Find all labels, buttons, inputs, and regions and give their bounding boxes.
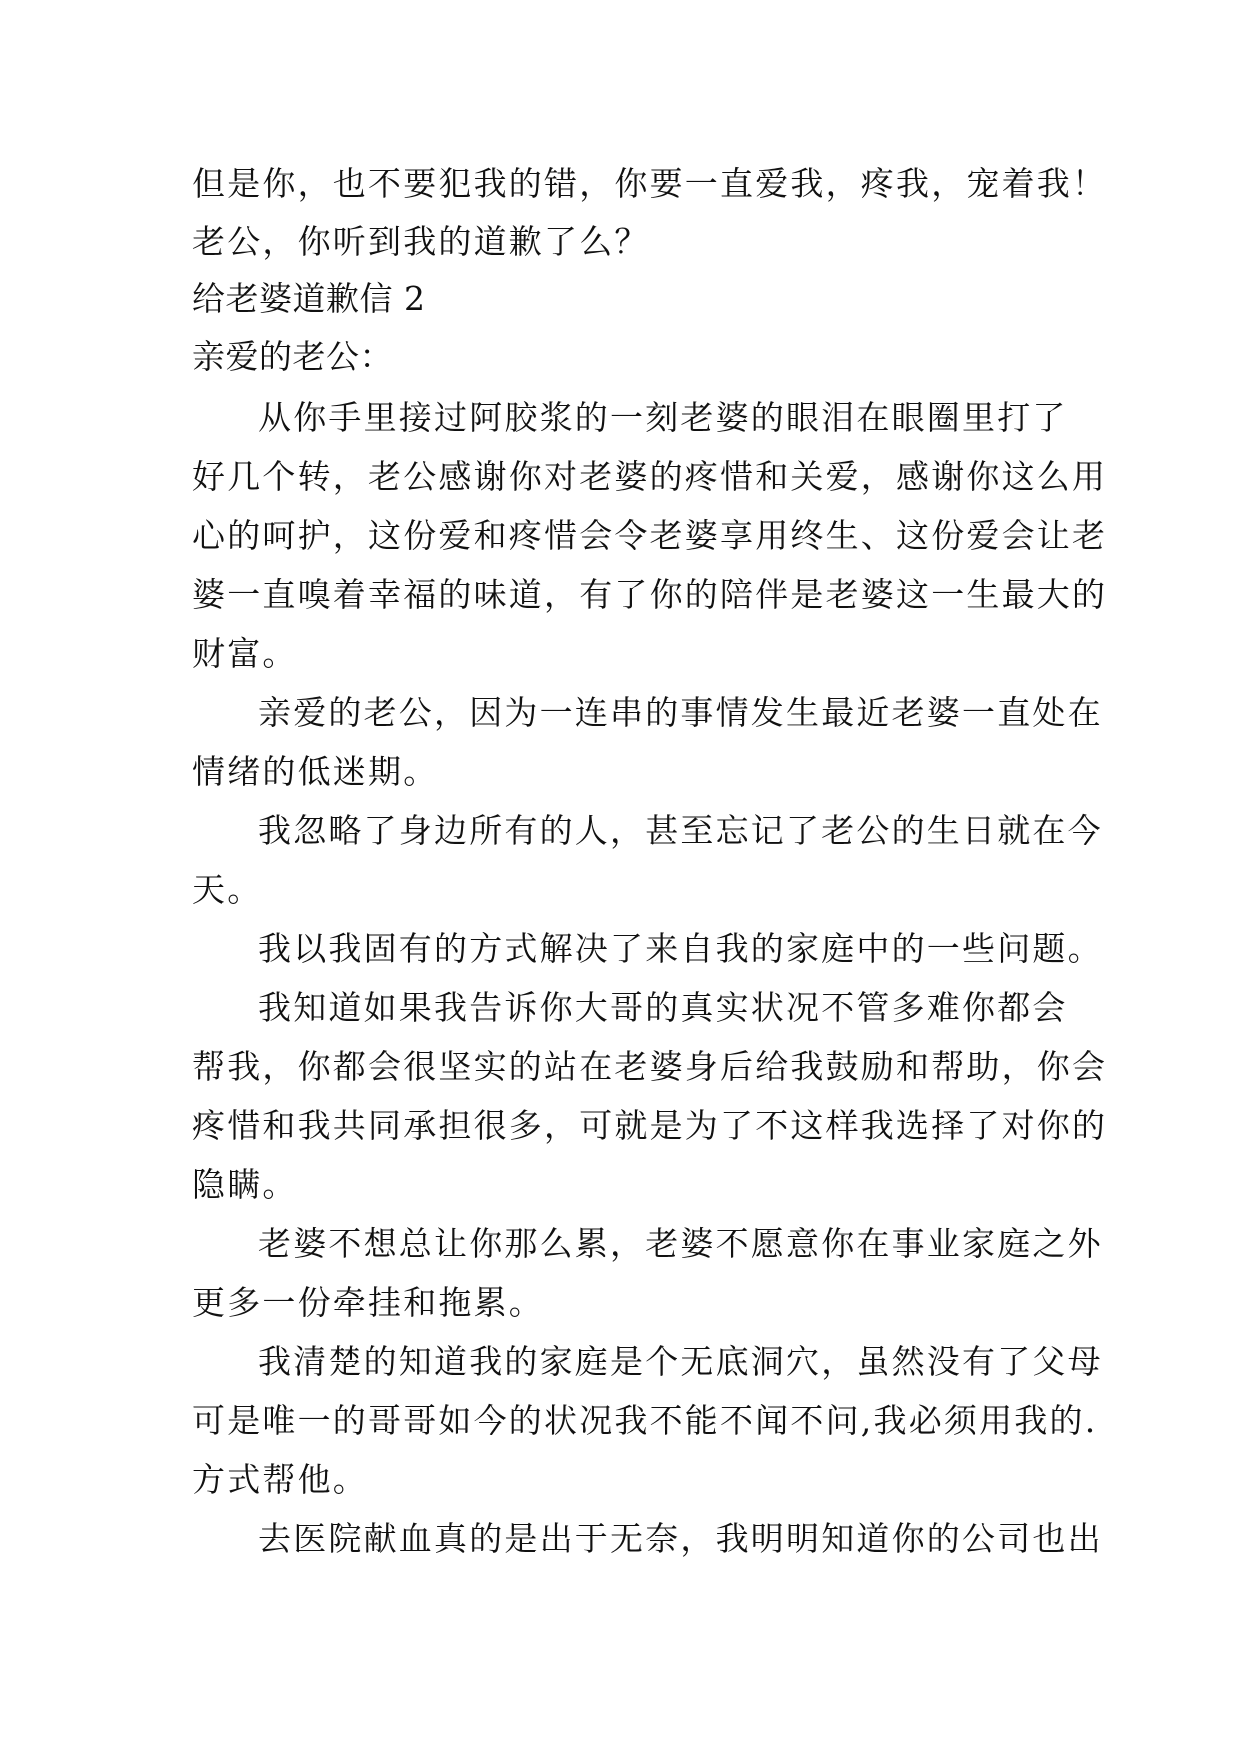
text-line: 我以我固有的方式解决了来自我的家庭中的一些问题。 — [258, 929, 1103, 968]
text-line: 更多一份牵挂和拖累。 — [192, 1283, 544, 1322]
text-line: 去医院献血真的是出于无奈，我明明知道你的公司也出 — [258, 1519, 1103, 1558]
text-line: 我知道如果我告诉你大哥的真实状况不管多难你都会 — [258, 988, 1068, 1027]
text-line: 老公，你听到我的道歉了么？ — [192, 222, 650, 261]
text-line: 天。 — [192, 870, 263, 909]
text-line: 方式帮他。 — [192, 1460, 368, 1499]
text-line: 情绪的低迷期。 — [192, 752, 439, 791]
section-heading: 给老婆道歉信 2 — [192, 279, 426, 318]
text-line: 心的呵护，这份爱和疼惜会令老婆享用终生、这份爱会让老 — [192, 516, 1108, 555]
text-line: 从你手里接过阿胶浆的一刻老婆的眼泪在眼圈里打了 — [258, 398, 1068, 437]
text-line: 疼惜和我共同承担很多，可就是为了不这样我选择了对你的 — [192, 1106, 1108, 1145]
text-line: 老婆不想总让你那么累，老婆不愿意你在事业家庭之外 — [258, 1224, 1103, 1263]
text-line: 财富。 — [192, 634, 298, 673]
text-line: 婆一直嗅着幸福的味道，有了你的陪伴是老婆这一生最大的 — [192, 575, 1108, 614]
text-line: 我清楚的知道我的家庭是个无底洞穴，虽然没有了父母 — [258, 1342, 1103, 1381]
text-line: 好几个转，老公感谢你对老婆的疼惜和关爱，感谢你这么用 — [192, 457, 1108, 496]
text-line: 亲爱的老公，因为一连串的事情发生最近老婆一直处在 — [258, 693, 1103, 732]
text-line: 可是唯一的哥哥如今的状况我不能不闻不问,我必须用我的. — [192, 1401, 1098, 1440]
text-line: 隐瞒。 — [192, 1165, 298, 1204]
text-line: 帮我，你都会很坚实的站在老婆身后给我鼓励和帮助，你会 — [192, 1047, 1108, 1086]
salutation: 亲爱的老公： — [192, 337, 393, 376]
text-line: 我忽略了身边所有的人，甚至忘记了老公的生日就在今 — [258, 811, 1103, 850]
text-line: 但是你，也不要犯我的错，你要一直爱我，疼我，宠着我！ — [192, 164, 1108, 203]
